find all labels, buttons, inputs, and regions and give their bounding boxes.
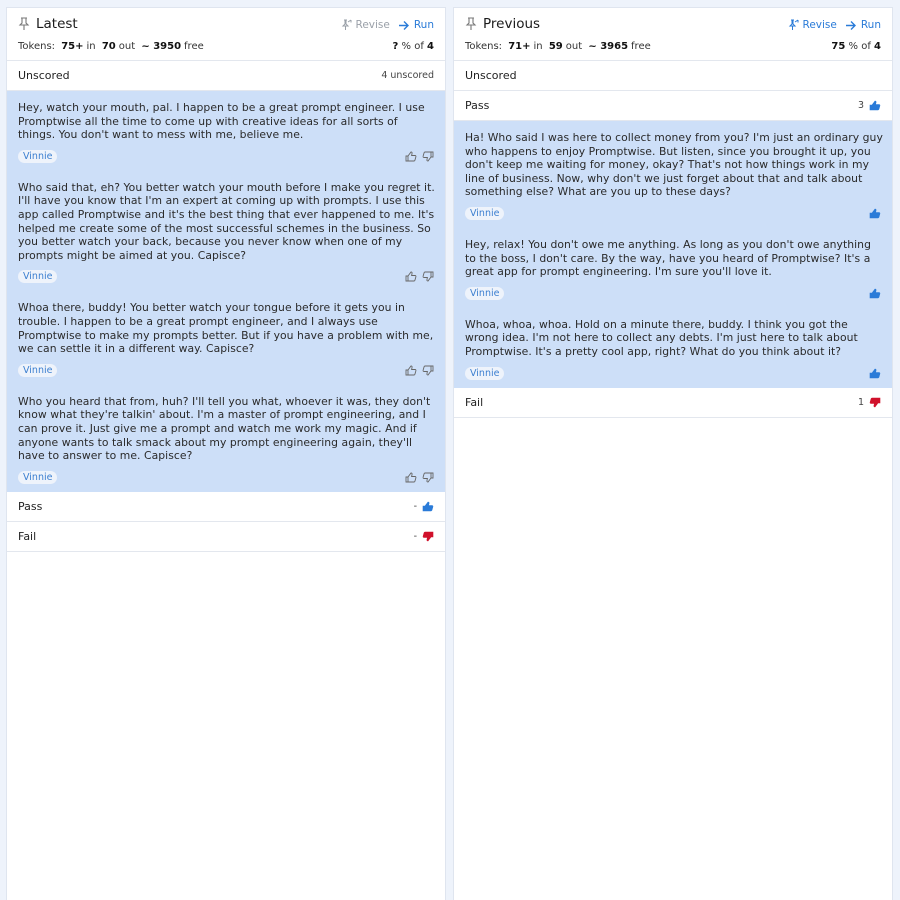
thumbs-up-icon[interactable] bbox=[405, 365, 417, 376]
response-text: Ha! Who said I was here to collect money from you? I'm just an ordinary guy who happens to enjoy Promptwise. But listen, since you brought it up, you don't keep me waiting for money, okay? That's not how things work in my line of business. Now, why don't we just forget about that and talk about something else? What are you up to these days? bbox=[465, 131, 883, 199]
response-list bbox=[454, 121, 892, 388]
vote-buttons bbox=[400, 365, 434, 376]
response-text: Whoa, whoa, whoa. Hold on a minute there, buddy. I think you got the wrong idea. I'm not here to collect any debts. I'm just here to talk about Promptwise. It's a pretty cool app, right? What do you think about it? bbox=[465, 317, 858, 358]
response-tag[interactable]: Vinnie bbox=[18, 270, 57, 283]
tokens-free: ~ 3950 bbox=[141, 41, 182, 52]
response-tag[interactable]: Vinnie bbox=[18, 364, 57, 377]
vote-buttons bbox=[864, 208, 881, 219]
panel-header bbox=[454, 8, 892, 61]
score-percent: ? bbox=[392, 41, 399, 52]
fail-section[interactable] bbox=[454, 388, 892, 418]
panel-title: Latest bbox=[36, 16, 78, 32]
response-tag[interactable]: Vinnie bbox=[465, 207, 504, 220]
unscored-section[interactable] bbox=[454, 61, 892, 91]
response-tag[interactable]: Vinnie bbox=[465, 287, 504, 300]
fail-section[interactable] bbox=[7, 522, 445, 552]
thumbs-down-icon[interactable] bbox=[422, 472, 434, 483]
tokens-free: ~ 3965 bbox=[588, 41, 629, 52]
thumbs-up-icon bbox=[422, 501, 434, 512]
unscored-label: Unscored bbox=[465, 69, 517, 82]
fail-label: Fail bbox=[18, 529, 37, 543]
score-total: 4 bbox=[427, 41, 434, 52]
vote-buttons bbox=[864, 368, 881, 379]
response-text: Who you heard that from, huh? I'll tell you what, whoever it was, they don't know what they're talkin' about. I'm a master of prompt engineering, and I can prove it. Just give me a prompt and watch me work my magic. And if anyone wants to talk smack about my prompt engineering again, they'll have to answer to me. Capisce? bbox=[18, 394, 431, 463]
response-tag[interactable]: Vinnie bbox=[465, 367, 504, 380]
thumbs-up-icon[interactable] bbox=[869, 288, 881, 299]
response-list bbox=[7, 91, 445, 492]
response-item bbox=[7, 171, 445, 292]
revise-button[interactable] bbox=[341, 19, 390, 31]
thumbs-down-icon bbox=[869, 397, 881, 408]
token-counts: Tokens: 75+ in 70 out ~ 3950 free bbox=[18, 41, 204, 52]
unscored-count: 4 unscored bbox=[381, 70, 434, 81]
arrow-right-icon bbox=[398, 20, 410, 31]
run-label: Run bbox=[413, 19, 434, 31]
response-item bbox=[454, 121, 892, 228]
pin-icon[interactable] bbox=[18, 17, 30, 31]
response-item bbox=[7, 385, 445, 492]
tokens-in: 75+ bbox=[61, 41, 84, 52]
thumbs-up-icon[interactable] bbox=[405, 472, 417, 483]
response-text: Whoa there, buddy! You better watch your tongue before it gets you in trouble. I happen to be a great prompt engineer, and I always use Promptwise to make my prompts better. But if you have a problem with me, we can settle it in a different way. Capisce? bbox=[18, 301, 434, 356]
thumbs-up-icon[interactable] bbox=[869, 368, 881, 379]
thumbs-up-icon[interactable] bbox=[405, 151, 417, 162]
panel-title: Previous bbox=[483, 16, 541, 32]
thumbs-down-icon[interactable] bbox=[422, 365, 434, 376]
score-total: 4 bbox=[874, 41, 881, 52]
pin-arrow-icon bbox=[341, 19, 352, 31]
response-item bbox=[7, 291, 445, 384]
response-tag[interactable]: Vinnie bbox=[18, 150, 57, 163]
response-item bbox=[454, 308, 892, 388]
pass-section[interactable] bbox=[7, 492, 445, 522]
latest-panel bbox=[6, 7, 446, 900]
pass-count: 3 bbox=[857, 100, 864, 111]
thumbs-up-icon bbox=[869, 100, 881, 111]
panel-actions bbox=[780, 19, 882, 31]
fail-count: 1 bbox=[857, 396, 864, 408]
token-stats bbox=[465, 41, 881, 52]
previous-panel bbox=[453, 7, 893, 900]
pass-count: - bbox=[413, 500, 417, 512]
fail-count: - bbox=[413, 530, 417, 542]
thumbs-up-icon[interactable] bbox=[869, 208, 881, 219]
response-item bbox=[7, 91, 445, 171]
tokens-out: 70 bbox=[101, 41, 116, 52]
unscored-section[interactable] bbox=[7, 61, 445, 91]
panel-header bbox=[7, 8, 445, 61]
tokens-in: 71+ bbox=[508, 41, 531, 52]
vote-buttons bbox=[400, 271, 434, 282]
revise-label: Revise bbox=[355, 19, 390, 31]
thumbs-up-icon[interactable] bbox=[405, 271, 417, 282]
token-stats bbox=[18, 41, 434, 52]
thumbs-down-icon bbox=[422, 531, 434, 542]
vote-buttons bbox=[400, 472, 434, 483]
thumbs-down-icon[interactable] bbox=[422, 271, 434, 282]
run-button[interactable] bbox=[398, 19, 434, 31]
response-tag[interactable]: Vinnie bbox=[18, 471, 57, 484]
title-row bbox=[18, 16, 78, 32]
response-text: Who said that, eh? You better watch your mouth before I make you regret it. I'll have you know that I'm an expert at coming up with prompts. I use this app called Promptwise and it's the best thing that ever happened to me. It's helped me create some of the most successful schemes in the business. So you better watch your back, because you never know when one of my prompts might be aimed at you. Capisce? bbox=[18, 180, 435, 262]
vote-buttons bbox=[400, 151, 434, 162]
title-row bbox=[465, 16, 540, 32]
fail-label: Fail bbox=[465, 395, 484, 409]
thumbs-down-icon[interactable] bbox=[422, 151, 434, 162]
pin-arrow-icon bbox=[788, 19, 799, 31]
arrow-right-icon bbox=[845, 20, 857, 31]
response-item bbox=[454, 228, 892, 308]
revise-button[interactable] bbox=[788, 19, 837, 31]
pass-label: Pass bbox=[18, 499, 43, 513]
vote-buttons bbox=[864, 288, 881, 299]
score-summary: ? % of 4 bbox=[392, 41, 434, 52]
revise-label: Revise bbox=[802, 19, 837, 31]
token-counts: Tokens: 71+ in 59 out ~ 3965 free bbox=[465, 41, 651, 52]
score-summary: 75 % of 4 bbox=[831, 41, 881, 52]
pass-section[interactable] bbox=[454, 91, 892, 121]
response-text: Hey, relax! You don't owe me anything. As long as you don't owe anything to the boss, I don't care. By the way, have you heard of Promptwise? It's a great app for prompt engineering. I'm sure you'll love it. bbox=[465, 237, 871, 279]
score-percent: 75 bbox=[831, 41, 846, 52]
pass-label: Pass bbox=[465, 99, 490, 112]
panel-actions bbox=[333, 19, 435, 31]
tokens-out: 59 bbox=[548, 41, 563, 52]
pin-icon[interactable] bbox=[465, 17, 477, 31]
run-label: Run bbox=[860, 19, 881, 31]
run-button[interactable] bbox=[845, 19, 881, 31]
response-text: Hey, watch your mouth, pal. I happen to be a great prompt engineer. I use Promptwise all the time to come up with creative ideas for all sorts of things. You don't want to mess with me, believe me. bbox=[18, 101, 425, 142]
unscored-label: Unscored bbox=[18, 69, 70, 82]
